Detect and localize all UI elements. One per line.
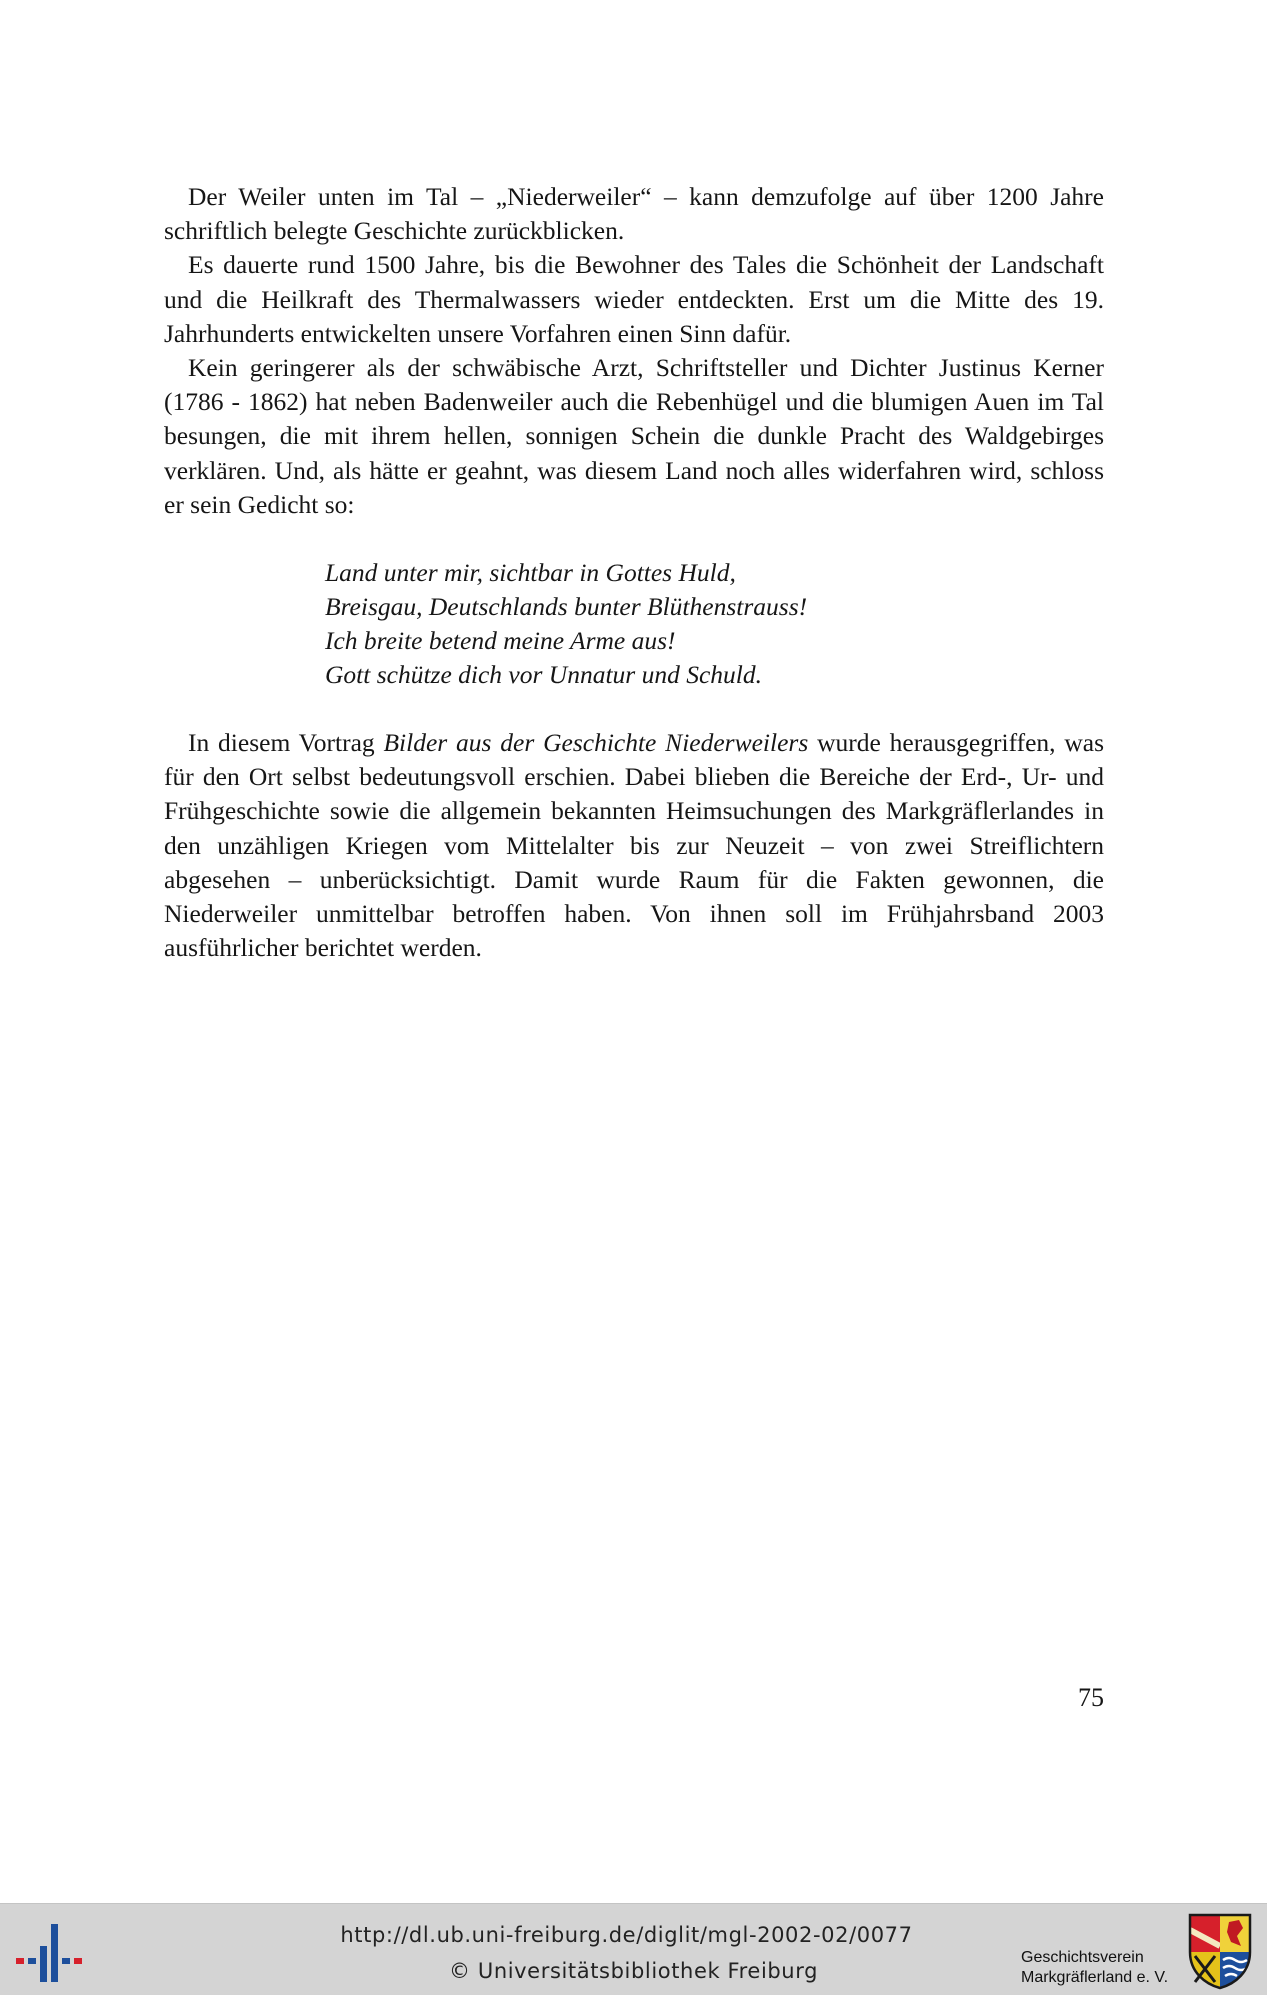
text-block-top	[164, 180, 1104, 522]
poem-line: Ich breite betend meine Arme aus!	[325, 626, 676, 655]
poem-quote	[325, 556, 807, 692]
society-name-line: Geschichtsverein	[1021, 1949, 1144, 1966]
paragraph: Der Weiler unten im Tal – „Niederweiler“ – kann demzufolge auf über 1200 Jahre schriftlich belegte Geschichte zurückblicken.	[164, 182, 1104, 246]
society-name-line: Markgräflerland e. V.	[1021, 1969, 1169, 1986]
paragraph	[164, 726, 1104, 965]
paragraph-text: wurde herausgegriffen, was für den Ort selbst bedeutungsvoll erschien. Dabei blieben die Bereiche der Erd-, Ur- und Frühgeschichte sowie die allgemein bekannten Heimsuchungen des Markgräflerlandes in den unzähligen Kriegen vom Mittelalter bis zur Neuzeit – von zwei Streiflichtern abgesehen – unberücksichtigt. Damit wurde Raum für die Fakten gewonnen, die Niederweiler unmittelbar betroffen haben. Von ihnen soll im Frühjahrsband 2003 ausführlicher berichtet werden.	[164, 728, 1105, 963]
society-name	[1021, 1948, 1168, 1988]
coat-of-arms-icon	[1187, 1912, 1253, 1990]
page-number: 75	[1078, 1683, 1104, 1712]
paragraph: Kein geringerer als der schwäbische Arzt, Schriftsteller und Dichter Justinus Kerner (1786 - 1862) hat neben Badenweiler auch die Rebenhügel und die blumigen Auen im Tal besungen, die mit ihrem hellen, sonnigen Schein die dunkle Pracht des Waldgebirges verklären. Und, als hätte er geahnt, was diesem Land noch alles widerfahren wird, schloss er sein Gedicht so:	[164, 353, 1104, 519]
copyright-text: © Universitätsbibliothek Freiburg	[448, 1959, 819, 1983]
paragraph-text: In diesem Vortrag	[188, 728, 384, 757]
paragraph: Es dauerte rund 1500 Jahre, bis die Bewohner des Tales die Schönheit der Landschaft und die Heilkraft des Thermalwassers wieder entdeckten. Erst um die Mitte des 19. Jahrhunderts entwickelten unsere Vorfahren einen Sinn dafür.	[164, 250, 1104, 348]
poem-line: Gott schütze dich vor Unnatur und Schuld.	[325, 660, 762, 689]
document-url-link[interactable]: http://dl.ub.uni-freiburg.de/diglit/mgl-2002-02/0077	[340, 1923, 913, 1947]
poem-line: Breisgau, Deutschlands bunter Blüthenstrauss!	[325, 592, 808, 621]
lecture-title: Bilder aus der Geschichte Niederweilers	[383, 728, 809, 757]
text-block-bottom	[164, 726, 1104, 965]
poem-line: Land unter mir, sichtbar in Gottes Huld,	[325, 558, 736, 587]
footer-bar	[0, 1903, 1267, 1995]
